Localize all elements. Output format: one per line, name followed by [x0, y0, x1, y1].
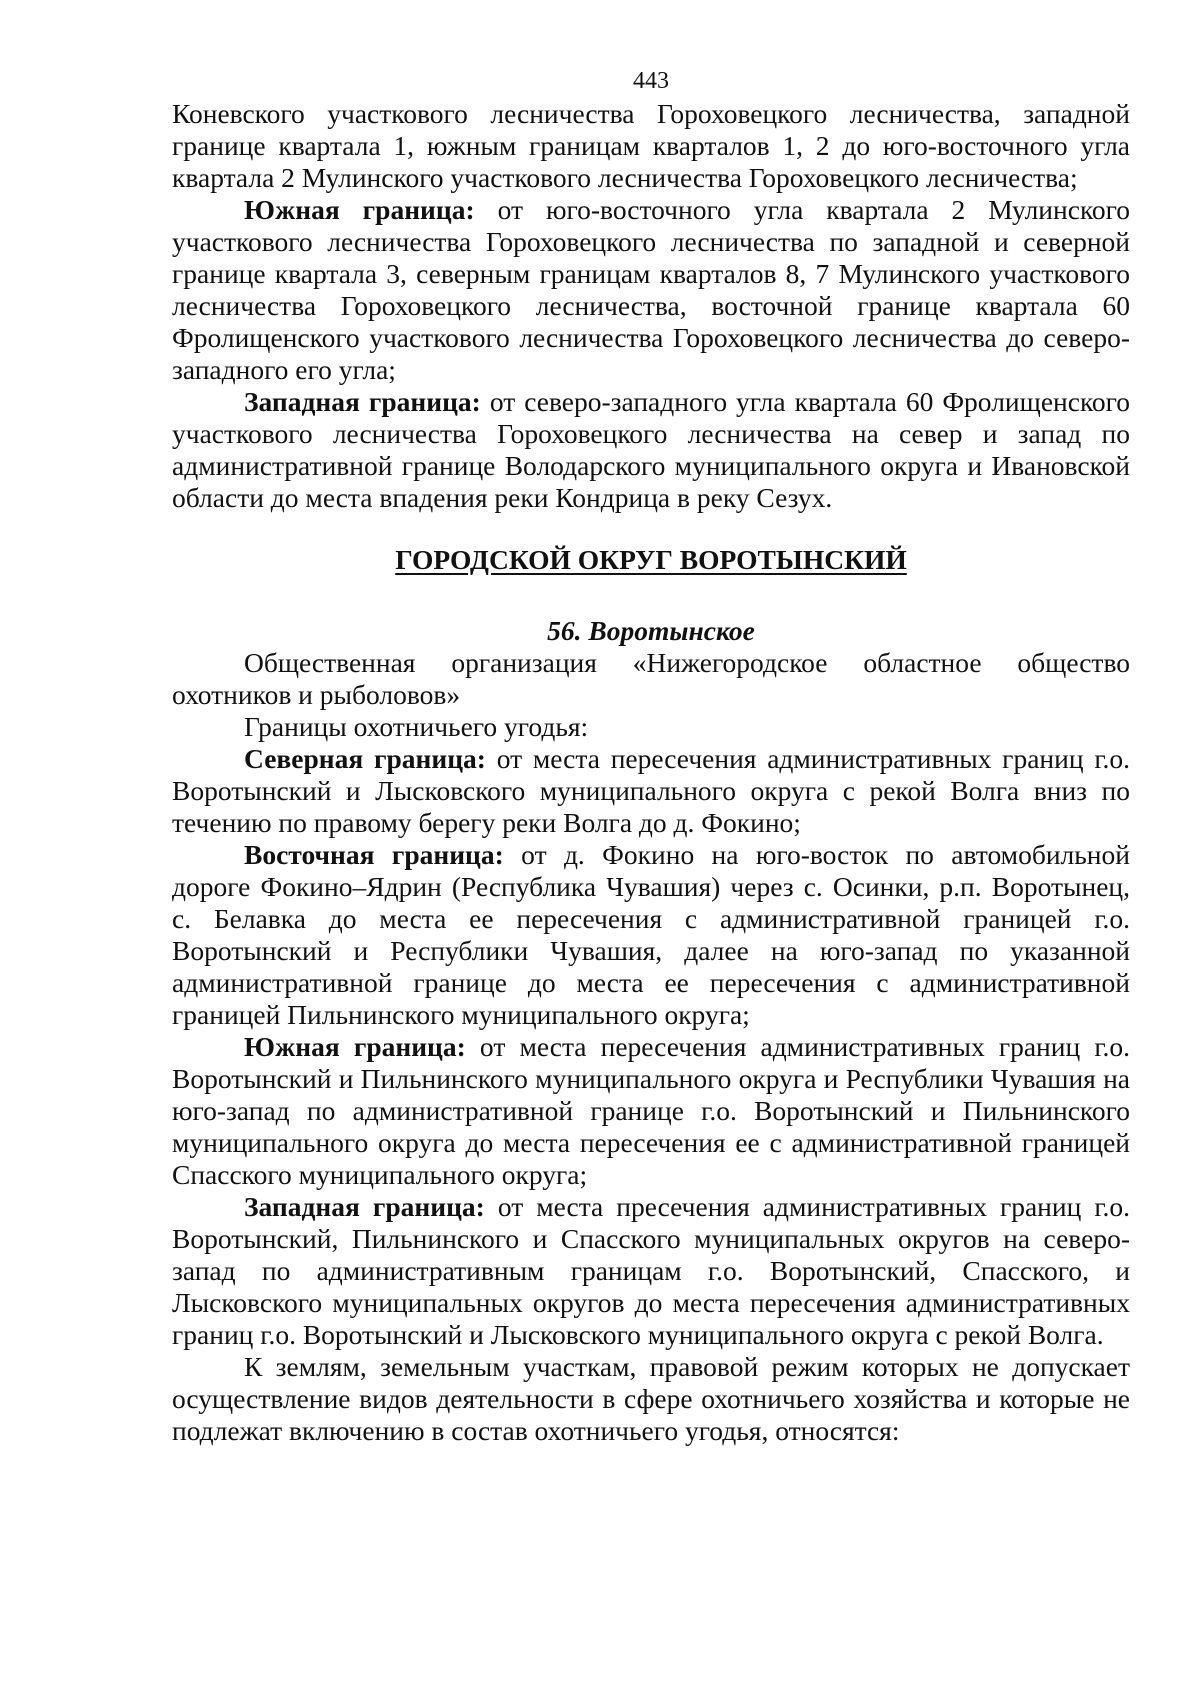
- paragraph-eastern-boundary: [172, 839, 1130, 1031]
- paragraph-konevskoe-continuation: [172, 98, 1130, 194]
- paragraph-text: Коневского участкового лесничества Гороховецкого лесничества, западной границе квартала 1, южным границам кварталов 1, 2 до юго-восточного угла квартала 2 Мулинского участкового лесничества Гороховецкого лесничества;: [172, 98, 1130, 193]
- paragraph-southern-boundary-prev: [172, 194, 1130, 386]
- paragraph-text: от места пресечения административных границ г.о. Воротынский, Пильнинского и Спасского муниципальных округов на северо-запад по административным границам г.о. Воротынский, Спасского, и Лысковского муниципальных округов до места пересечения административных границ г.о. Воротынский и Лысковского муниципального округа с рекой Волга.: [172, 1191, 1130, 1350]
- paragraph-northern-boundary: [172, 743, 1130, 839]
- paragraph-boundaries-intro: [172, 711, 1130, 743]
- paragraph-southern-boundary: [172, 1031, 1130, 1191]
- paragraph-text: от юго-восточного угла квартала 2 Мулинского участкового лесничества Гороховецкого лесничества по западной и северной границе квартала 3, северным границам кварталов 8, 7 Мулинского участкового лесничества Гороховецкого лесничества, восточной границе квартала 60 Фролищенского участкового лесничества Гороховецкого лесничества до северо-западного его угла;: [172, 194, 1131, 385]
- boundary-lead-label: Южная граница:: [244, 1031, 466, 1062]
- paragraph-text: Общественная организация «Нижегородское областное общество охотников и рыболовов»: [172, 647, 1130, 710]
- paragraph-text: от д. Фокино на юго-восток по автомобильной дороге Фокино–Ядрин (Республика Чувашия) через с. Осинки, р.п. Воротынец, с. Белавка до места ее пересечения с административной границей г.о. Воротынский и Республики Чувашия, далее на юго-запад по указанной административной границе до места ее пересечения с административной границей Пильнинского муниципального округа;: [172, 839, 1130, 1030]
- document-page: [172, 66, 1130, 1447]
- paragraph-closing: [172, 1351, 1130, 1447]
- paragraph-organization: [172, 647, 1130, 711]
- paragraph-western-boundary: [172, 1191, 1130, 1351]
- paragraph-text: от северо-западного угла квартала 60 Фролищенского участкового лесничества Гороховецкого лесничества на север и запад по административной границе Володарского муниципального округа и Ивановской области до места впадения реки Кондрица в реку Сезух.: [172, 386, 1131, 513]
- section-heading: ГОРОДСКОЙ ОКРУГ ВОРОТЫНСКИЙ: [395, 544, 907, 575]
- boundary-lead-label: Западная граница:: [244, 1191, 485, 1222]
- boundary-lead-label: Восточная граница:: [244, 839, 504, 870]
- subsection-heading: 56. Воротынское: [547, 615, 755, 646]
- boundary-lead-label: Южная граница:: [244, 194, 475, 225]
- paragraph-western-boundary-prev: [172, 386, 1130, 514]
- boundary-lead-label: Северная граница:: [244, 743, 486, 774]
- boundary-lead-label: Западная граница:: [244, 386, 481, 417]
- paragraph-text: Границы охотничьего угодья:: [244, 711, 589, 742]
- paragraph-text: от места пересечения административных границ г.о. Воротынский и Лысковского муниципального округа с рекой Волга вниз по течению по правому берегу реки Волга до д. Фокино;: [172, 743, 1130, 838]
- page-number: 443: [633, 68, 669, 94]
- paragraph-text: К землям, земельным участкам, правовой режим которых не допускает осуществление видов деятельности в сфере охотничьего хозяйства и которые не подлежат включению в состав охотничьего угодья, относятся:: [172, 1351, 1130, 1446]
- paragraph-text: от места пересечения административных границ г.о. Воротынский и Пильнинского муниципального округа и Республики Чувашия на юго-запад по административной границе г.о. Воротынский и Пильнинского муниципального округа до места пересечения ее с административной границей Спасского муниципального округа;: [172, 1031, 1130, 1190]
